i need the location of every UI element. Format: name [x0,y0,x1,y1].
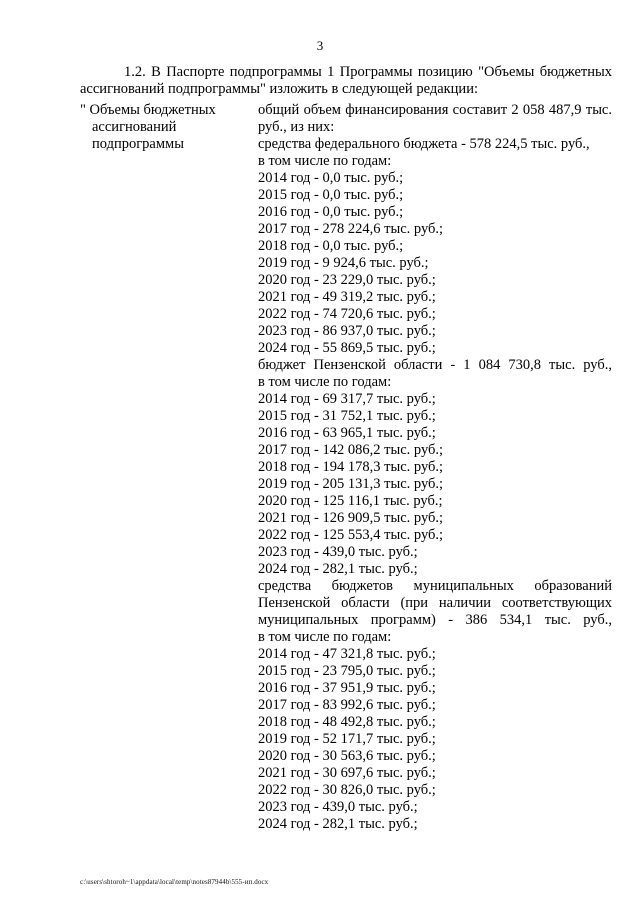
municipal-years-list [258,646,612,833]
year-funding-line: 2015 год - 23 795,0 тыс. руб.; [258,663,436,679]
year-funding-line: 2023 год - 439,0 тыс. руб.; [258,544,418,560]
year-funding-line: 2024 год - 282,1 тыс. руб.; [258,816,418,832]
year-funding-line: 2023 год - 439,0 тыс. руб.; [258,799,418,815]
municipal-budget-line: Пензенской области (при наличии соответствующих [258,595,612,611]
file-path-footer: c:\users\shtoroh~1\appdata\local\temp\notes87944b\555-ип.docx [80,878,269,886]
year-funding-line: 2022 год - 30 826,0 тыс. руб.; [258,782,436,798]
year-funding-line: 2014 год - 0,0 тыс. руб.; [258,170,404,186]
year-funding-line: 2022 год - 74 720,6 тыс. руб.; [258,306,436,322]
municipal-budget-line: в том числе по годам: [258,629,392,645]
municipal-budget-line: средства бюджетов муниципальных образований [258,578,612,594]
year-funding-line: 2014 год - 47 321,8 тыс. руб.; [258,646,436,662]
label-line: " Объемы бюджетных [80,102,216,118]
year-funding-line: 2021 год - 126 909,5 тыс. руб.; [258,510,444,526]
year-funding-line: 2016 год - 37 951,9 тыс. руб.; [258,680,436,696]
intro-paragraph: 1.2. В Паспорте подпрограммы 1 Программы позицию "Объемы бюджетных ассигнований подпрограммы" изложить в следующей редакции: [80,64,612,97]
funding-content [258,102,612,833]
year-funding-line: 2022 год - 125 553,4 тыс. руб.; [258,527,444,543]
year-funding-line: 2014 год - 69 317,7 тыс. руб.; [258,391,436,407]
regional-budget-line: бюджет Пензенской области - 1 084 730,8 тыс. руб., [258,357,612,373]
position-label [80,102,250,153]
year-funding-line: 2016 год - 0,0 тыс. руб.; [258,204,404,220]
year-funding-line: 2024 год - 282,1 тыс. руб.; [258,561,418,577]
page-number: 3 [316,38,324,53]
year-funding-line: 2016 год - 63 965,1 тыс. руб.; [258,425,436,441]
municipal-budget-line: муниципальных программ) - 386 534,1 тыс. руб., [258,612,612,628]
total-funding-line: общий объем финансирования составит 2 058 487,9 тыс. [258,102,612,118]
federal-years-list [258,170,612,357]
year-funding-line: 2015 год - 0,0 тыс. руб.; [258,187,404,203]
year-funding-line: 2018 год - 48 492,8 тыс. руб.; [258,714,436,730]
regional-years-list [258,391,612,578]
year-funding-line: 2017 год - 83 992,6 тыс. руб.; [258,697,436,713]
year-funding-line: 2024 год - 55 869,5 тыс. руб.; [258,340,436,356]
year-funding-line: 2021 год - 30 697,6 тыс. руб.; [258,765,436,781]
label-line: ассигнований [92,119,177,135]
year-funding-line: 2017 год - 278 224,6 тыс. руб.; [258,221,444,237]
year-funding-line: 2018 год - 0,0 тыс. руб.; [258,238,404,254]
regional-budget-line: в том числе по годам: [258,374,392,390]
year-funding-line: 2020 год - 30 563,6 тыс. руб.; [258,748,436,764]
total-funding-line: руб., из них: [258,119,335,135]
year-funding-line: 2020 год - 125 116,1 тыс. руб.; [258,493,443,509]
label-line: подпрограммы [92,136,184,152]
year-funding-line: 2021 год - 49 319,2 тыс. руб.; [258,289,436,305]
year-funding-line: 2020 год - 23 229,0 тыс. руб.; [258,272,436,288]
year-funding-line: 2023 год - 86 937,0 тыс. руб.; [258,323,436,339]
year-funding-line: 2018 год - 194 178,3 тыс. руб.; [258,459,444,475]
federal-budget-line: средства федерального бюджета - 578 224,5 тыс. руб., [258,136,590,152]
year-funding-line: 2019 год - 205 131,3 тыс. руб.; [258,476,444,492]
federal-budget-line: в том числе по годам: [258,153,392,169]
year-funding-line: 2017 год - 142 086,2 тыс. руб.; [258,442,444,458]
year-funding-line: 2015 год - 31 752,1 тыс. руб.; [258,408,436,424]
year-funding-line: 2019 год - 9 924,6 тыс. руб.; [258,255,429,271]
year-funding-line: 2019 год - 52 171,7 тыс. руб.; [258,731,436,747]
